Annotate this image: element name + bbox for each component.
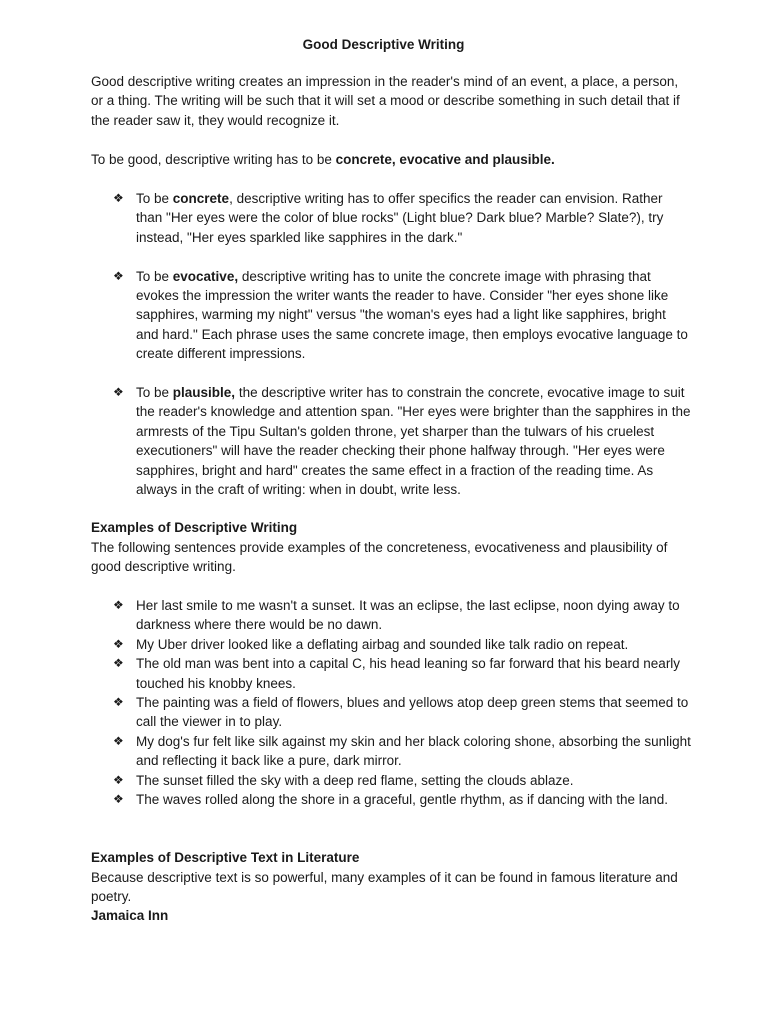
example-text: The waves rolled along the shore in a graceful, gentle rhythm, as if dancing with the land. [136,792,669,808]
list-item-evocative [91,267,691,364]
example-item [91,790,691,809]
example-item [91,732,691,771]
diamond-bullet-icon: ❖ [113,656,124,671]
list-item-concrete [91,189,691,247]
document-title: Good Descriptive Writing [302,37,465,52]
diamond-bullet-icon: ❖ [113,733,124,748]
examples-heading: Examples of Descriptive Writing [91,520,298,535]
quality-term: concrete [172,191,230,206]
quality-prefix: To be [136,191,173,206]
example-text: My Uber driver looked like a deflating airbag and sounded like talk radio on repeat. [136,636,629,652]
diamond-bullet-icon: ❖ [113,598,124,612]
example-text: My dog's fur felt like silk against my skin and her black coloring shone, absorbing the sunlight and reflecting it back like a pure, dark mirror. [136,733,691,769]
quality-term: plausible, [172,385,236,401]
example-item [91,596,691,635]
diamond-bullet-icon: ❖ [113,191,124,205]
example-text: The old man was bent into a capital C, his head leaning so far forward that his beard nearly touched his knobby knees. [136,656,681,691]
example-text: Her last smile to me wasn't a sunset. It was an eclipse, the last eclipse, noon dying away to darkness where there would be no dawn. [136,598,680,633]
example-item [91,771,691,790]
diamond-bullet-icon: ❖ [113,268,124,283]
quality-prefix: To be [136,268,173,284]
example-item [91,654,691,693]
example-item [91,635,691,654]
list-item-plausible [91,383,691,499]
examples-list [91,596,691,809]
examples-intro: The following sentences provide examples of the concreteness, evocativeness and plausibility of good descriptive writing. [91,540,668,575]
good-statement-bold: concrete, evocative and plausible. [335,152,555,167]
quality-description: the descriptive writer has to constrain the concrete, evocative image to suit the reader's knowledge and attention span. "Her eyes were brighter than the sapphires in the armrests of the Tipu Sultan's golden throne, yet sharper than the tulwars of his cruelest executioners" will have the reader checking their phone halfway through. "Her eyes were sapphires, bright and hard" creates the same effect in a fraction of the reading time. As always in the craft of writing: when in doubt, write less. [136,385,691,498]
quality-prefix: To be [136,385,173,401]
quality-description: , descriptive writing has to offer specifics the reader can envision. Rather than "Her eyes were the color of blue rocks" (Light blue? Dark blue? Marble? Slate?), try instead, "Her eyes sparkled like sapphires in the dark." [136,191,664,245]
literature-heading: Examples of Descriptive Text in Literature [91,850,360,865]
intro-paragraph: Good descriptive writing creates an impression in the reader's mind of an event, a place, a person, or a thing. The writing will be such that it will set a mood or describe something in such detail that if the reader saw it, they would recognize it. [91,74,680,128]
diamond-bullet-icon: ❖ [113,695,124,710]
good-writing-statement [91,150,681,169]
diamond-bullet-icon: ❖ [113,792,124,807]
literature-intro: Because descriptive text is so powerful, many examples of it can be found in famous literature and poetry. [91,870,678,905]
literature-subheading: Jamaica Inn [91,908,169,923]
qualities-list [91,189,691,499]
quality-description: descriptive writing has to unite the concrete image with phrasing that evokes the impression the writer wants the reader to have. Consider "her eyes shone like sapphires, warming my night" versus "the woman's eyes had a light like sapphires, bright and hard." Each phrase uses the same concrete image, then employs evocative language to create different impressions. [136,268,688,362]
example-text: The sunset filled the sky with a deep red flame, setting the clouds ablaze. [136,772,574,788]
example-text: The painting was a field of flowers, blues and yellows atop deep green stems that seemed to call the viewer in to play. [136,695,689,730]
example-item [91,693,691,732]
diamond-bullet-icon: ❖ [113,636,124,651]
diamond-bullet-icon: ❖ [113,385,124,400]
quality-term: evocative, [172,268,239,284]
good-statement-text: To be good, descriptive writing has to be [91,152,336,167]
diamond-bullet-icon: ❖ [113,772,124,787]
